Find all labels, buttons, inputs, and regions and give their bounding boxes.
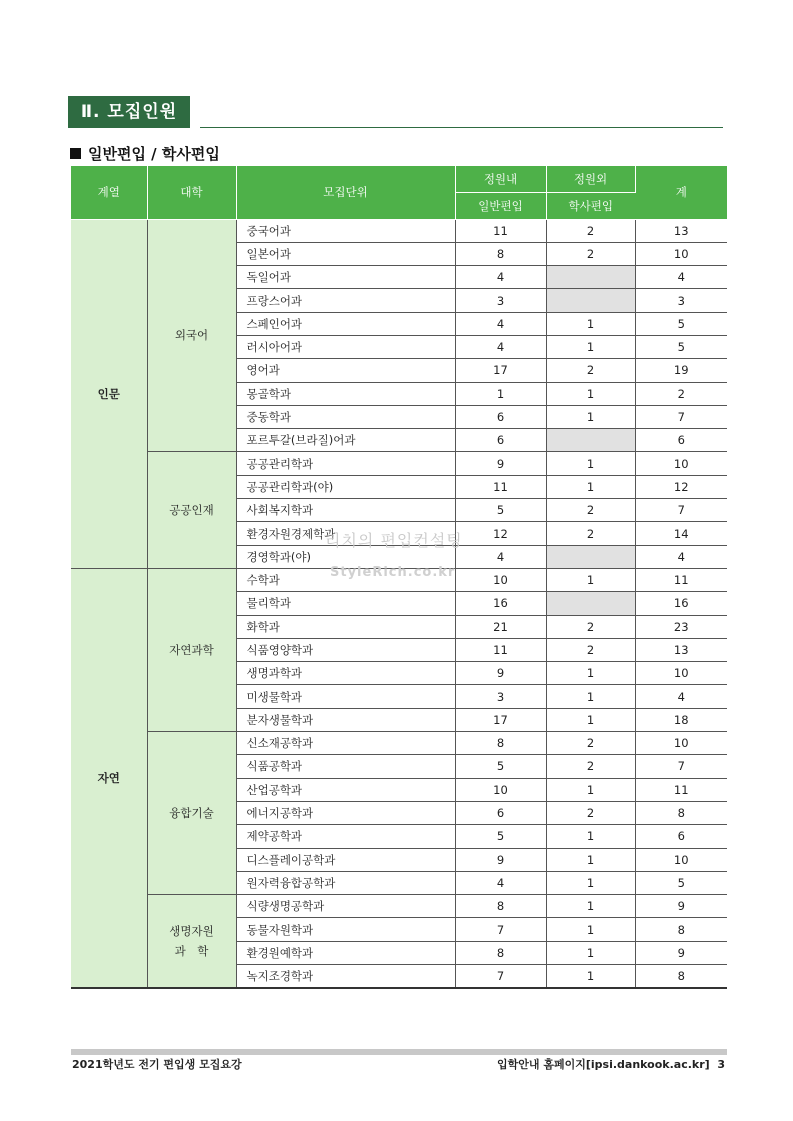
footer-bar xyxy=(71,1049,727,1055)
section-title: Ⅱ. 모집인원 xyxy=(68,96,190,128)
header-outside-quota: 정원외 xyxy=(546,166,635,192)
general-transfer-cell: 4 xyxy=(455,871,546,894)
bachelor-transfer-cell: 2 xyxy=(546,499,635,522)
department-cell: 중국어과 xyxy=(236,219,455,242)
department-cell: 식량생명공학과 xyxy=(236,895,455,918)
bachelor-transfer-cell: 2 xyxy=(546,219,635,242)
general-transfer-cell: 1 xyxy=(455,382,546,405)
total-cell: 8 xyxy=(635,965,727,989)
bachelor-transfer-cell: 1 xyxy=(546,918,635,941)
general-transfer-cell: 21 xyxy=(455,615,546,638)
total-cell: 7 xyxy=(635,405,727,428)
department-cell: 생명과학과 xyxy=(236,662,455,685)
department-cell: 스페인어과 xyxy=(236,312,455,335)
bachelor-transfer-cell: 2 xyxy=(546,359,635,382)
bachelor-transfer-cell: 1 xyxy=(546,312,635,335)
general-transfer-cell: 9 xyxy=(455,662,546,685)
general-transfer-cell: 3 xyxy=(455,289,546,312)
total-cell: 18 xyxy=(635,708,727,731)
department-cell: 수학과 xyxy=(236,568,455,591)
department-cell: 녹지조경학과 xyxy=(236,965,455,989)
department-cell: 중동학과 xyxy=(236,405,455,428)
total-cell: 11 xyxy=(635,778,727,801)
department-cell: 포르투갈(브라질)어과 xyxy=(236,429,455,452)
department-cell: 분자생물학과 xyxy=(236,708,455,731)
department-cell: 환경원예학과 xyxy=(236,941,455,964)
department-cell: 제약공학과 xyxy=(236,825,455,848)
table-body xyxy=(71,219,727,988)
department-cell: 식품영양학과 xyxy=(236,638,455,661)
college-cell: 융합기술 xyxy=(147,732,236,895)
series-cell: 인문 xyxy=(71,219,147,568)
general-transfer-cell: 11 xyxy=(455,638,546,661)
department-cell: 경영학과(야) xyxy=(236,545,455,568)
bachelor-transfer-cell: 2 xyxy=(546,615,635,638)
general-transfer-cell: 4 xyxy=(455,335,546,358)
total-cell: 23 xyxy=(635,615,727,638)
bachelor-transfer-cell: 1 xyxy=(546,895,635,918)
total-cell: 13 xyxy=(635,638,727,661)
watermark-text: 리치의 편입컨설팅 xyxy=(325,531,463,550)
general-transfer-cell: 7 xyxy=(455,918,546,941)
total-cell: 2 xyxy=(635,382,727,405)
watermark-url: StyleRich.co.kr xyxy=(330,565,456,580)
subsection-title xyxy=(70,143,220,164)
general-transfer-cell: 6 xyxy=(455,801,546,824)
department-cell: 독일어과 xyxy=(236,266,455,289)
header-college: 대학 xyxy=(147,166,236,219)
total-cell: 6 xyxy=(635,429,727,452)
general-transfer-cell: 11 xyxy=(455,475,546,498)
total-cell: 12 xyxy=(635,475,727,498)
total-cell: 8 xyxy=(635,918,727,941)
total-cell: 4 xyxy=(635,266,727,289)
general-transfer-cell: 10 xyxy=(455,568,546,591)
total-cell: 3 xyxy=(635,289,727,312)
department-cell: 에너지공학과 xyxy=(236,801,455,824)
general-transfer-cell: 9 xyxy=(455,452,546,475)
general-transfer-cell: 5 xyxy=(455,755,546,778)
department-cell: 식품공학과 xyxy=(236,755,455,778)
bachelor-transfer-cell: 2 xyxy=(546,242,635,265)
department-cell: 러시아어과 xyxy=(236,335,455,358)
bachelor-transfer-cell: 1 xyxy=(546,871,635,894)
header-series: 계열 xyxy=(71,166,147,219)
general-transfer-cell: 8 xyxy=(455,941,546,964)
general-transfer-cell: 17 xyxy=(455,359,546,382)
section-divider xyxy=(200,127,723,128)
header-unit: 모집단위 xyxy=(236,166,455,219)
department-cell: 영어과 xyxy=(236,359,455,382)
table-row xyxy=(71,452,727,475)
footer-title: 2021학년도 전기 편입생 모집요강 xyxy=(72,1058,242,1071)
total-cell: 10 xyxy=(635,732,727,755)
general-transfer-cell: 8 xyxy=(455,732,546,755)
general-transfer-cell: 12 xyxy=(455,522,546,545)
bachelor-transfer-cell: 1 xyxy=(546,452,635,475)
table-row xyxy=(71,219,727,242)
department-cell: 일본어과 xyxy=(236,242,455,265)
college-cell: 공공인재 xyxy=(147,452,236,568)
general-transfer-cell: 9 xyxy=(455,848,546,871)
total-cell: 9 xyxy=(635,895,727,918)
bachelor-transfer-cell xyxy=(546,545,635,568)
total-cell: 7 xyxy=(635,755,727,778)
department-cell: 신소재공학과 xyxy=(236,732,455,755)
general-transfer-cell: 10 xyxy=(455,778,546,801)
total-cell: 10 xyxy=(635,452,727,475)
general-transfer-cell: 8 xyxy=(455,242,546,265)
general-transfer-cell: 7 xyxy=(455,965,546,989)
bachelor-transfer-cell: 1 xyxy=(546,685,635,708)
bachelor-transfer-cell: 2 xyxy=(546,732,635,755)
bachelor-transfer-cell xyxy=(546,266,635,289)
total-cell: 4 xyxy=(635,685,727,708)
footer-homepage: 입학안내 홈페이지[ipsi.dankook.ac.kr] xyxy=(497,1058,710,1071)
footer-right xyxy=(497,1056,725,1072)
total-cell: 13 xyxy=(635,219,727,242)
bachelor-transfer-cell: 1 xyxy=(546,382,635,405)
square-bullet-icon xyxy=(70,148,81,159)
bachelor-transfer-cell: 1 xyxy=(546,662,635,685)
general-transfer-cell: 4 xyxy=(455,312,546,335)
total-cell: 4 xyxy=(635,545,727,568)
general-transfer-cell: 4 xyxy=(455,545,546,568)
bachelor-transfer-cell: 1 xyxy=(546,405,635,428)
college-cell: 자연과학 xyxy=(147,568,236,731)
college-cell: 외국어 xyxy=(147,219,236,452)
bachelor-transfer-cell: 1 xyxy=(546,475,635,498)
total-cell: 10 xyxy=(635,848,727,871)
general-transfer-cell: 6 xyxy=(455,429,546,452)
header-general-transfer: 일반편입 xyxy=(455,192,546,219)
header-bachelor-transfer: 학사편입 xyxy=(546,192,635,219)
general-transfer-cell: 6 xyxy=(455,405,546,428)
total-cell: 14 xyxy=(635,522,727,545)
department-cell: 환경자원경제학과 xyxy=(236,522,455,545)
total-cell: 19 xyxy=(635,359,727,382)
bachelor-transfer-cell xyxy=(546,289,635,312)
total-cell: 6 xyxy=(635,825,727,848)
general-transfer-cell: 5 xyxy=(455,499,546,522)
subsection-title-text: 일반편입 / 학사편입 xyxy=(88,145,220,163)
table-row xyxy=(71,895,727,918)
bachelor-transfer-cell: 1 xyxy=(546,965,635,989)
total-cell: 10 xyxy=(635,242,727,265)
total-cell: 16 xyxy=(635,592,727,615)
department-cell: 화학과 xyxy=(236,615,455,638)
department-cell: 몽골학과 xyxy=(236,382,455,405)
page-number: 3 xyxy=(717,1058,725,1071)
department-cell: 사회복지학과 xyxy=(236,499,455,522)
total-cell: 7 xyxy=(635,499,727,522)
department-cell: 공공관리학과 xyxy=(236,452,455,475)
general-transfer-cell: 3 xyxy=(455,685,546,708)
general-transfer-cell: 16 xyxy=(455,592,546,615)
bachelor-transfer-cell: 1 xyxy=(546,335,635,358)
header-within-quota: 정원내 xyxy=(455,166,546,192)
general-transfer-cell: 11 xyxy=(455,219,546,242)
bachelor-transfer-cell: 2 xyxy=(546,755,635,778)
bachelor-transfer-cell: 2 xyxy=(546,522,635,545)
department-cell: 미생물학과 xyxy=(236,685,455,708)
department-cell: 산업공학과 xyxy=(236,778,455,801)
college-cell: 생명자원 과 학 xyxy=(147,895,236,989)
general-transfer-cell: 17 xyxy=(455,708,546,731)
total-cell: 5 xyxy=(635,335,727,358)
bachelor-transfer-cell: 1 xyxy=(546,708,635,731)
bachelor-transfer-cell: 1 xyxy=(546,778,635,801)
general-transfer-cell: 5 xyxy=(455,825,546,848)
bachelor-transfer-cell xyxy=(546,592,635,615)
bachelor-transfer-cell: 1 xyxy=(546,568,635,591)
bachelor-transfer-cell: 1 xyxy=(546,848,635,871)
table-row xyxy=(71,732,727,755)
total-cell: 5 xyxy=(635,871,727,894)
series-cell: 자연 xyxy=(71,568,147,988)
bachelor-transfer-cell: 1 xyxy=(546,941,635,964)
total-cell: 10 xyxy=(635,662,727,685)
department-cell: 디스플레이공학과 xyxy=(236,848,455,871)
table-header xyxy=(71,166,727,219)
bachelor-transfer-cell xyxy=(546,429,635,452)
header-total: 계 xyxy=(635,166,727,219)
department-cell: 원자력융합공학과 xyxy=(236,871,455,894)
general-transfer-cell: 4 xyxy=(455,266,546,289)
bachelor-transfer-cell: 1 xyxy=(546,825,635,848)
department-cell: 공공관리학과(야) xyxy=(236,475,455,498)
total-cell: 8 xyxy=(635,801,727,824)
department-cell: 물리학과 xyxy=(236,592,455,615)
total-cell: 11 xyxy=(635,568,727,591)
bachelor-transfer-cell: 2 xyxy=(546,638,635,661)
total-cell: 5 xyxy=(635,312,727,335)
department-cell: 동물자원학과 xyxy=(236,918,455,941)
bachelor-transfer-cell: 2 xyxy=(546,801,635,824)
total-cell: 9 xyxy=(635,941,727,964)
department-cell: 프랑스어과 xyxy=(236,289,455,312)
general-transfer-cell: 8 xyxy=(455,895,546,918)
